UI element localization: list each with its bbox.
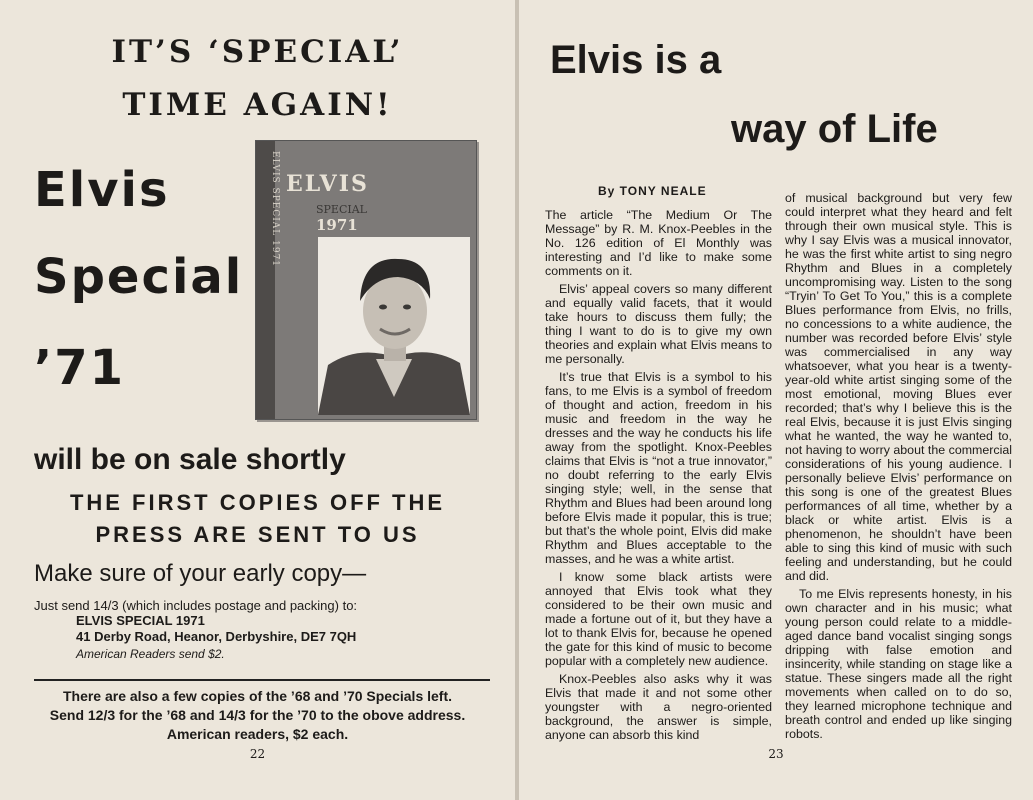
spine-text: ELVIS SPECIAL 1971: [270, 151, 280, 268]
cover-year: 1971: [316, 216, 358, 234]
big-title-elvis: Elvis: [34, 162, 170, 218]
byline: By TONY NEALE: [598, 184, 707, 198]
caps-line-2: PRESS ARE SENT TO US: [95, 522, 420, 547]
big-title-year: ’71: [34, 340, 126, 396]
portrait-photo: [318, 237, 470, 415]
caps-line-1: THE FIRST COPIES OFF THE: [69, 490, 446, 515]
page-number-right: 23: [768, 747, 784, 761]
left-page: [0, 0, 515, 800]
also-line-2: Send 12/3 for the ’68 and 14/3 for the ’70 to the obove address.: [49, 707, 466, 723]
article-column-1: [545, 208, 772, 742]
book-spine: [256, 141, 280, 419]
also-line-3: American readers, $2 each.: [166, 726, 349, 742]
page-number-left: 22: [249, 747, 266, 761]
cover-title: ELVIS: [286, 171, 369, 197]
divider-rule: [34, 679, 490, 681]
article-column-2: [785, 191, 1012, 741]
book-cover-image: [255, 140, 477, 420]
paragraph: To me Elvis represents honesty, in his own character and in his music; what young person could relate to a middle-aged dance band vocalist singing songs dripping with false emotion and insincerity, while standing on stage like a statue. These singers made all the right movements when called on to do so, they learned microphone technique and breath control and ended up like singing robots.: [785, 587, 1012, 741]
right-page: [519, 0, 1033, 800]
paragraph: of musical background but very few could interpret what they heard and felt through their own musical style. This is why I say Elvis was a musical innovator, he was the first white artist to sing negro Rhythm and Blues in a completely uncompromising way. Listen to the song “Tryin’ To Get To You,” this is a complete Blues performance from Elvis, no frills, no concessions to a white audience, the number was recorded before Elvis’ style was commercialised in any way whatsoever, what you hear is a twenty-year-old white artist singing some of the most emotional, moving Blues ever recorded; that’s why I believe this is the real Elvis, because it is just Elvis singing what he wanted, the way he wanted to, not having to worry about the commercial considerations of his young audience. I personally believe Elvis’ performance on this song is one of the greatest Blues performances of all time, whether by a black or white artist. Elvis is a phenomenon, he shouldn’t have been able to sing this kind of music with such feeling and understanding, but he could and did.: [785, 191, 1012, 583]
also-line-1: There are also a few copies of the ’68 and ’70 Specials left.: [62, 688, 453, 704]
article-title-line-2: way of Life: [731, 107, 938, 151]
make-sure-text: Make sure of your early copy—: [34, 560, 367, 587]
address-line-2: 41 Derby Road, Heanor, Derbyshire, DE7 7QH: [76, 629, 357, 644]
on-sale-text: will be on sale shortly: [34, 443, 346, 476]
paragraph: Knox-Peebles also asks why it was Elvis that made it and not some other youngster with a negro-oriented background, the answer is simple, anyone can absorb this kind: [545, 672, 772, 742]
paragraph: The article “The Medium Or The Message” by R. M. Knox-Peebles in the No. 126 edition of El Monthly was interesting and I’d like to make some comments on it.: [545, 208, 772, 278]
send-instructions: Just send 14/3 (which includes postage and packing) to:: [34, 598, 358, 613]
article-title-line-1: Elvis is a: [550, 38, 722, 82]
headline-line-1: IT’S ‘SPECIAL’: [111, 34, 404, 70]
headline-line-2: TIME AGAIN!: [122, 87, 393, 123]
address-line-1: ELVIS SPECIAL 1971: [76, 613, 205, 628]
paragraph: It’s true that Elvis is a symbol to his fans, to me Elvis is a symbol of freedom of thought and action, freedom in his music and freedom in the way he dresses and the way he conducts his life away from the spotlight. Knox-Peebles claims that Elvis is “not a true innovator,” no doubt referring to the early Elvis singing style; well, in the sense that Rhythm and Blues had been around long before Elvis made it popular, this is true; but that’s the whole point, Elvis did make Rhythm and Blues acceptable to the masses, and he was a white artist.: [545, 370, 772, 566]
cover-subtitle: SPECIAL: [316, 203, 367, 216]
paragraph: Elvis’ appeal covers so many different and equally valid facets, that it would take hours to discuss them fully; the thing I want to do is to give my own theories and explain what Elvis means to me personally.: [545, 282, 772, 366]
american-readers-note: American Readers send $2.: [76, 647, 225, 661]
paragraph: I know some black artists were annoyed that Elvis took what they considered to be their own music and made a fortune out of it, but they have a lot to thank Elvis for, because he opened the gate for this kind of music to become popular with a completely new audience.: [545, 570, 772, 668]
big-title-special: Special: [34, 249, 244, 305]
